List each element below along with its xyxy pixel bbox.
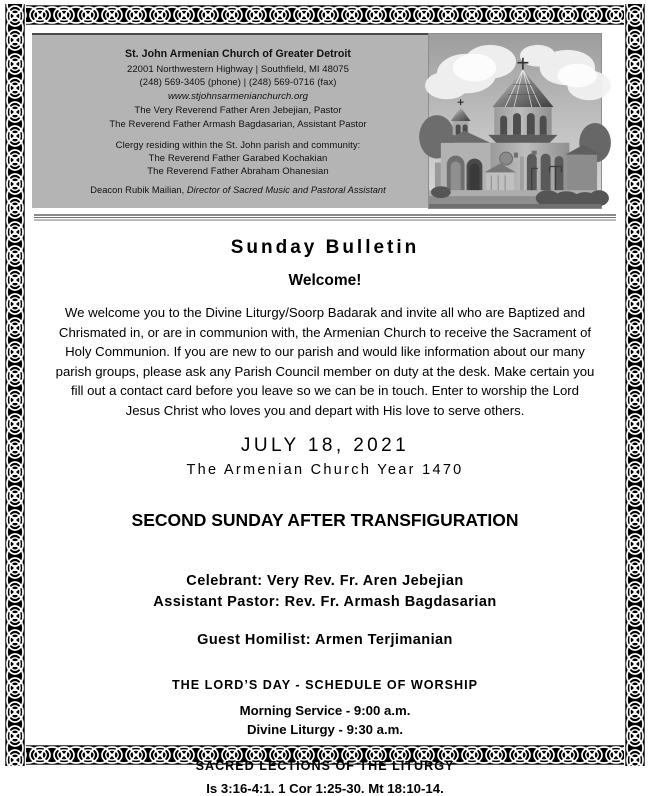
worship-schedule-heading: THE LORD’S DAY - SCHEDULE OF WORSHIP bbox=[171, 677, 479, 692]
welcome-heading: Welcome! bbox=[288, 272, 362, 289]
deacon-title: Director of Sacred Music and Pastoral Assistant bbox=[186, 185, 386, 196]
church-phone-fax: (248) 569-3405 (phone) | (248) 569-0716 (fax) bbox=[139, 77, 337, 89]
pastor-name: The Very Reverend Father Aren Jebejian, Pastor bbox=[134, 105, 342, 117]
celebrant-line: Celebrant: Very Rev. Fr. Aren Jebejian bbox=[186, 572, 464, 589]
church-address: 22001 Northwestern Highway | Southfield, MI 48075 bbox=[127, 64, 349, 75]
clergy-intro: Clergy residing within the St. John parish and community: bbox=[115, 139, 361, 151]
frame-border-top bbox=[4, 4, 646, 26]
header-spacer-1 bbox=[32, 131, 444, 139]
assistant-pastor-line: Assistant Pastor: Rev. Fr. Armash Bagdasarian bbox=[153, 593, 497, 610]
frame-border-left bbox=[4, 4, 26, 766]
church-building-photo bbox=[428, 33, 602, 209]
bulletin-content bbox=[26, 26, 624, 796]
letterhead-header bbox=[26, 26, 624, 208]
guest-homilist-line: Guest Homilist: Armen Terjimanian bbox=[197, 631, 453, 648]
deacon-name: Deacon Rubik Mailian, bbox=[90, 185, 185, 196]
church-info-box bbox=[32, 33, 444, 208]
clergy-name-1: The Reverend Father Garabed Kochakian bbox=[148, 153, 328, 165]
bulletin-date: JULY 18, 2021 bbox=[240, 434, 410, 456]
service-line: Morning Service - 9:00 a.m. bbox=[239, 702, 411, 718]
church-name: St. John Armenian Church of Greater Detroit bbox=[124, 48, 352, 60]
assistant-pastor-name: The Reverend Father Armash Bagdasarian, Assistant Pastor bbox=[109, 118, 367, 130]
sacred-lections-references: Is 3:16-4:1. 1 Cor 1:25-30. Mt 18:10-14. bbox=[206, 780, 444, 796]
armenian-church-year: The Armenian Church Year 1470 bbox=[186, 461, 464, 478]
welcome-paragraph: We welcome you to the Divine Liturgy/Soorp Badarak and invite all who are Baptized and Chrismated in, or are in communion with, the Armenian Church to receive the Sacrament of Holy Communion. If you are new to our parish and would like information about our many parish groups, please ask any Parish Council member on duty at the desk. Make certain you fill out a contact card before you leave so we can be in touch. Enter to worship the Lord Jesus Christ who loves you and depart with His love to serve others. bbox=[55, 305, 595, 418]
bulletin-body bbox=[26, 237, 624, 796]
service-line: Divine Liturgy - 9:30 a.m. bbox=[246, 721, 404, 737]
church-website[interactable]: www.stjohnsarmenianchurch.org bbox=[167, 91, 309, 103]
clergy-name-2: The Reverend Father Abraham Ohanesian bbox=[147, 166, 329, 178]
celebrant-block bbox=[46, 571, 604, 613]
deacon-line bbox=[32, 184, 444, 197]
sacred-lections-heading: SACRED LECTIONS OF THE LITURGY bbox=[195, 758, 455, 773]
page-title: Sunday Bulletin bbox=[230, 237, 420, 258]
header-divider-rule bbox=[34, 214, 616, 221]
feast-title: SECOND SUNDAY AFTER TRANSFIGURATION bbox=[131, 509, 519, 530]
frame-border-right bbox=[624, 4, 646, 766]
